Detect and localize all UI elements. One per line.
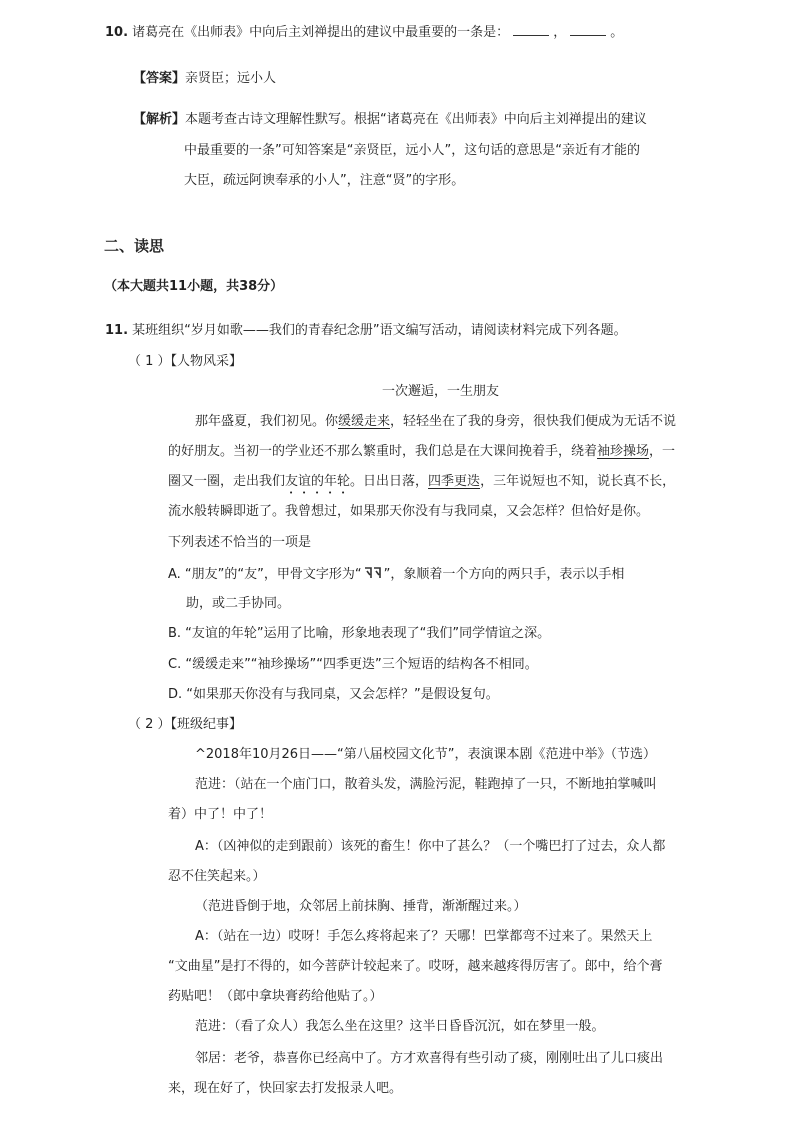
- text: 那年盛夏，我们初见。你: [195, 414, 339, 429]
- analysis-line-2: 中最重要的一条”可知答案是“亲贤臣，远小人”，这句话的意思是“亲近有才能的: [184, 143, 640, 158]
- analysis-label: 【解析】: [133, 112, 186, 127]
- end-mark: 。: [610, 25, 624, 40]
- question-number: 10.: [105, 25, 129, 40]
- analysis-line-3: 大臣，疏远阿谀奉承的小人”，注意“贤”的字形。: [184, 173, 465, 188]
- essay-line-4: 流水般转瞬即逝了。我曾想过，如果那天你没有与我同桌，又会怎样？但恰好是你。: [168, 504, 650, 519]
- question-10-stem: [105, 23, 623, 42]
- script-line: 着）中了！中了！: [168, 807, 273, 822]
- essay-line-2: [168, 443, 675, 461]
- script-intro: ^2018年10月26日——“第八届校园文化节”，表演课本剧《范进中举》（节选）: [195, 747, 657, 762]
- text: ”，象顺着一个方向的两只手，表示以手相: [383, 567, 625, 582]
- analysis-text: 本题考查古诗文理解性默写。根据“诸葛亮在《出师表》中向后主刘禅提出的建议: [185, 112, 647, 127]
- essay-title: 一次邂逅，一生朋友: [382, 384, 500, 399]
- essay-line-1: [195, 413, 676, 431]
- answer-blank: [570, 23, 606, 36]
- section-note: （本大题共11小题，共38分）: [104, 279, 284, 294]
- script-line: 邻居：老爷，恭喜你已经高中了。方才欢喜得有些引动了痰，刚刚吐出了儿口痰出: [195, 1051, 664, 1066]
- separator: ，: [553, 25, 567, 40]
- answer-text: 亲贤臣；远小人: [185, 71, 277, 86]
- analysis-line-1: [133, 111, 647, 129]
- script-line: 来，现在好了，快回家去打发报录人吧。: [168, 1081, 403, 1096]
- text: 圈又一圈，走出我们: [168, 474, 286, 489]
- script-line: （范进昏倒于地，众邻居上前抹胸、捶背，渐渐醒过来。）: [195, 899, 527, 914]
- underlined-phrase: 四季更迭: [428, 474, 481, 489]
- part-2-label: （ 2 ）【班级纪事】: [128, 717, 243, 732]
- part-1-label: （ 1 ）【人物风采】: [128, 354, 243, 369]
- script-line: 范进：（看了众人）我怎么坐在这里？这半日昏昏沉沉，如在梦里一般。: [195, 1019, 605, 1034]
- underlined-phrase: 缓缓走来: [338, 414, 391, 429]
- section-title: 二、读思: [104, 237, 165, 255]
- option-a-line-1: [168, 565, 624, 584]
- text: A. “朋友”的“友”，甲骨文字形为“: [168, 567, 362, 582]
- option-b: B. “友谊的年轮”运用了比喻，形象地表现了“我们”同学情谊之深。: [168, 626, 551, 641]
- oracle-bone-glyph-icon: [362, 565, 384, 581]
- answer-blank: [513, 23, 549, 36]
- option-a-line-2: 助，或二手协同。: [186, 596, 291, 611]
- option-d: D. “如果那天你没有与我同桌，又会怎样？”是假设复句。: [168, 687, 499, 702]
- text: 的好朋友。当初一的学业还不那么繁重时，我们总是在大课间挽着手，绕着: [168, 444, 598, 459]
- essay-line-3: [168, 473, 675, 497]
- text: ，一: [649, 444, 676, 459]
- script-line: A：（凶神似的走到跟前）该死的畜生！你中了甚么？（一个嘴巴打了过去，众人都: [195, 839, 666, 854]
- question-prompt: 下列表述不恰当的一项是: [168, 535, 312, 550]
- question-number: 11.: [105, 323, 129, 338]
- script-line: 药贴吧！（郎中拿块膏药给他贴了。）: [168, 989, 383, 1004]
- answer-label: 【答案】: [133, 71, 186, 86]
- option-c: C. “缓缓走来”“袖珍操场”“四季更迭”三个短语的结构各不相同。: [168, 657, 538, 672]
- answer-line: [133, 70, 276, 88]
- text: ，三年说短也不知，说长真不长，: [480, 474, 676, 489]
- script-line: A：（站在一边）哎呀！手怎么疼将起来了？天哪！巴掌都弯不过来了。果然天上: [195, 929, 653, 944]
- script-line: 范进：（站在一个庙门口，散着头发，满脸污泥，鞋跑掉了一只，不断地拍掌喊叫: [195, 777, 657, 792]
- text: ，轻轻坐在了我的身旁，很快我们便成为无话不说: [390, 414, 677, 429]
- question-11-stem: [105, 322, 627, 340]
- question-text: 某班组织“岁月如歌——我们的青春纪念册”语文编写活动，请阅读材料完成下列各题。: [132, 323, 627, 338]
- question-text: 诸葛亮在《出师表》中向后主刘禅提出的建议中最重要的一条是：: [132, 25, 510, 40]
- text: 。日出日落，: [350, 474, 429, 489]
- script-line: 忍不住笑起来。）: [168, 869, 266, 884]
- script-line: “文曲星”是打不得的，如今菩萨计较起来了。哎呀，越来越疼得厉害了。郎中，给个膏: [168, 959, 663, 974]
- underlined-phrase: 袖珍操场: [597, 444, 650, 459]
- dotted-phrase: 友谊的年轮: [285, 474, 351, 489]
